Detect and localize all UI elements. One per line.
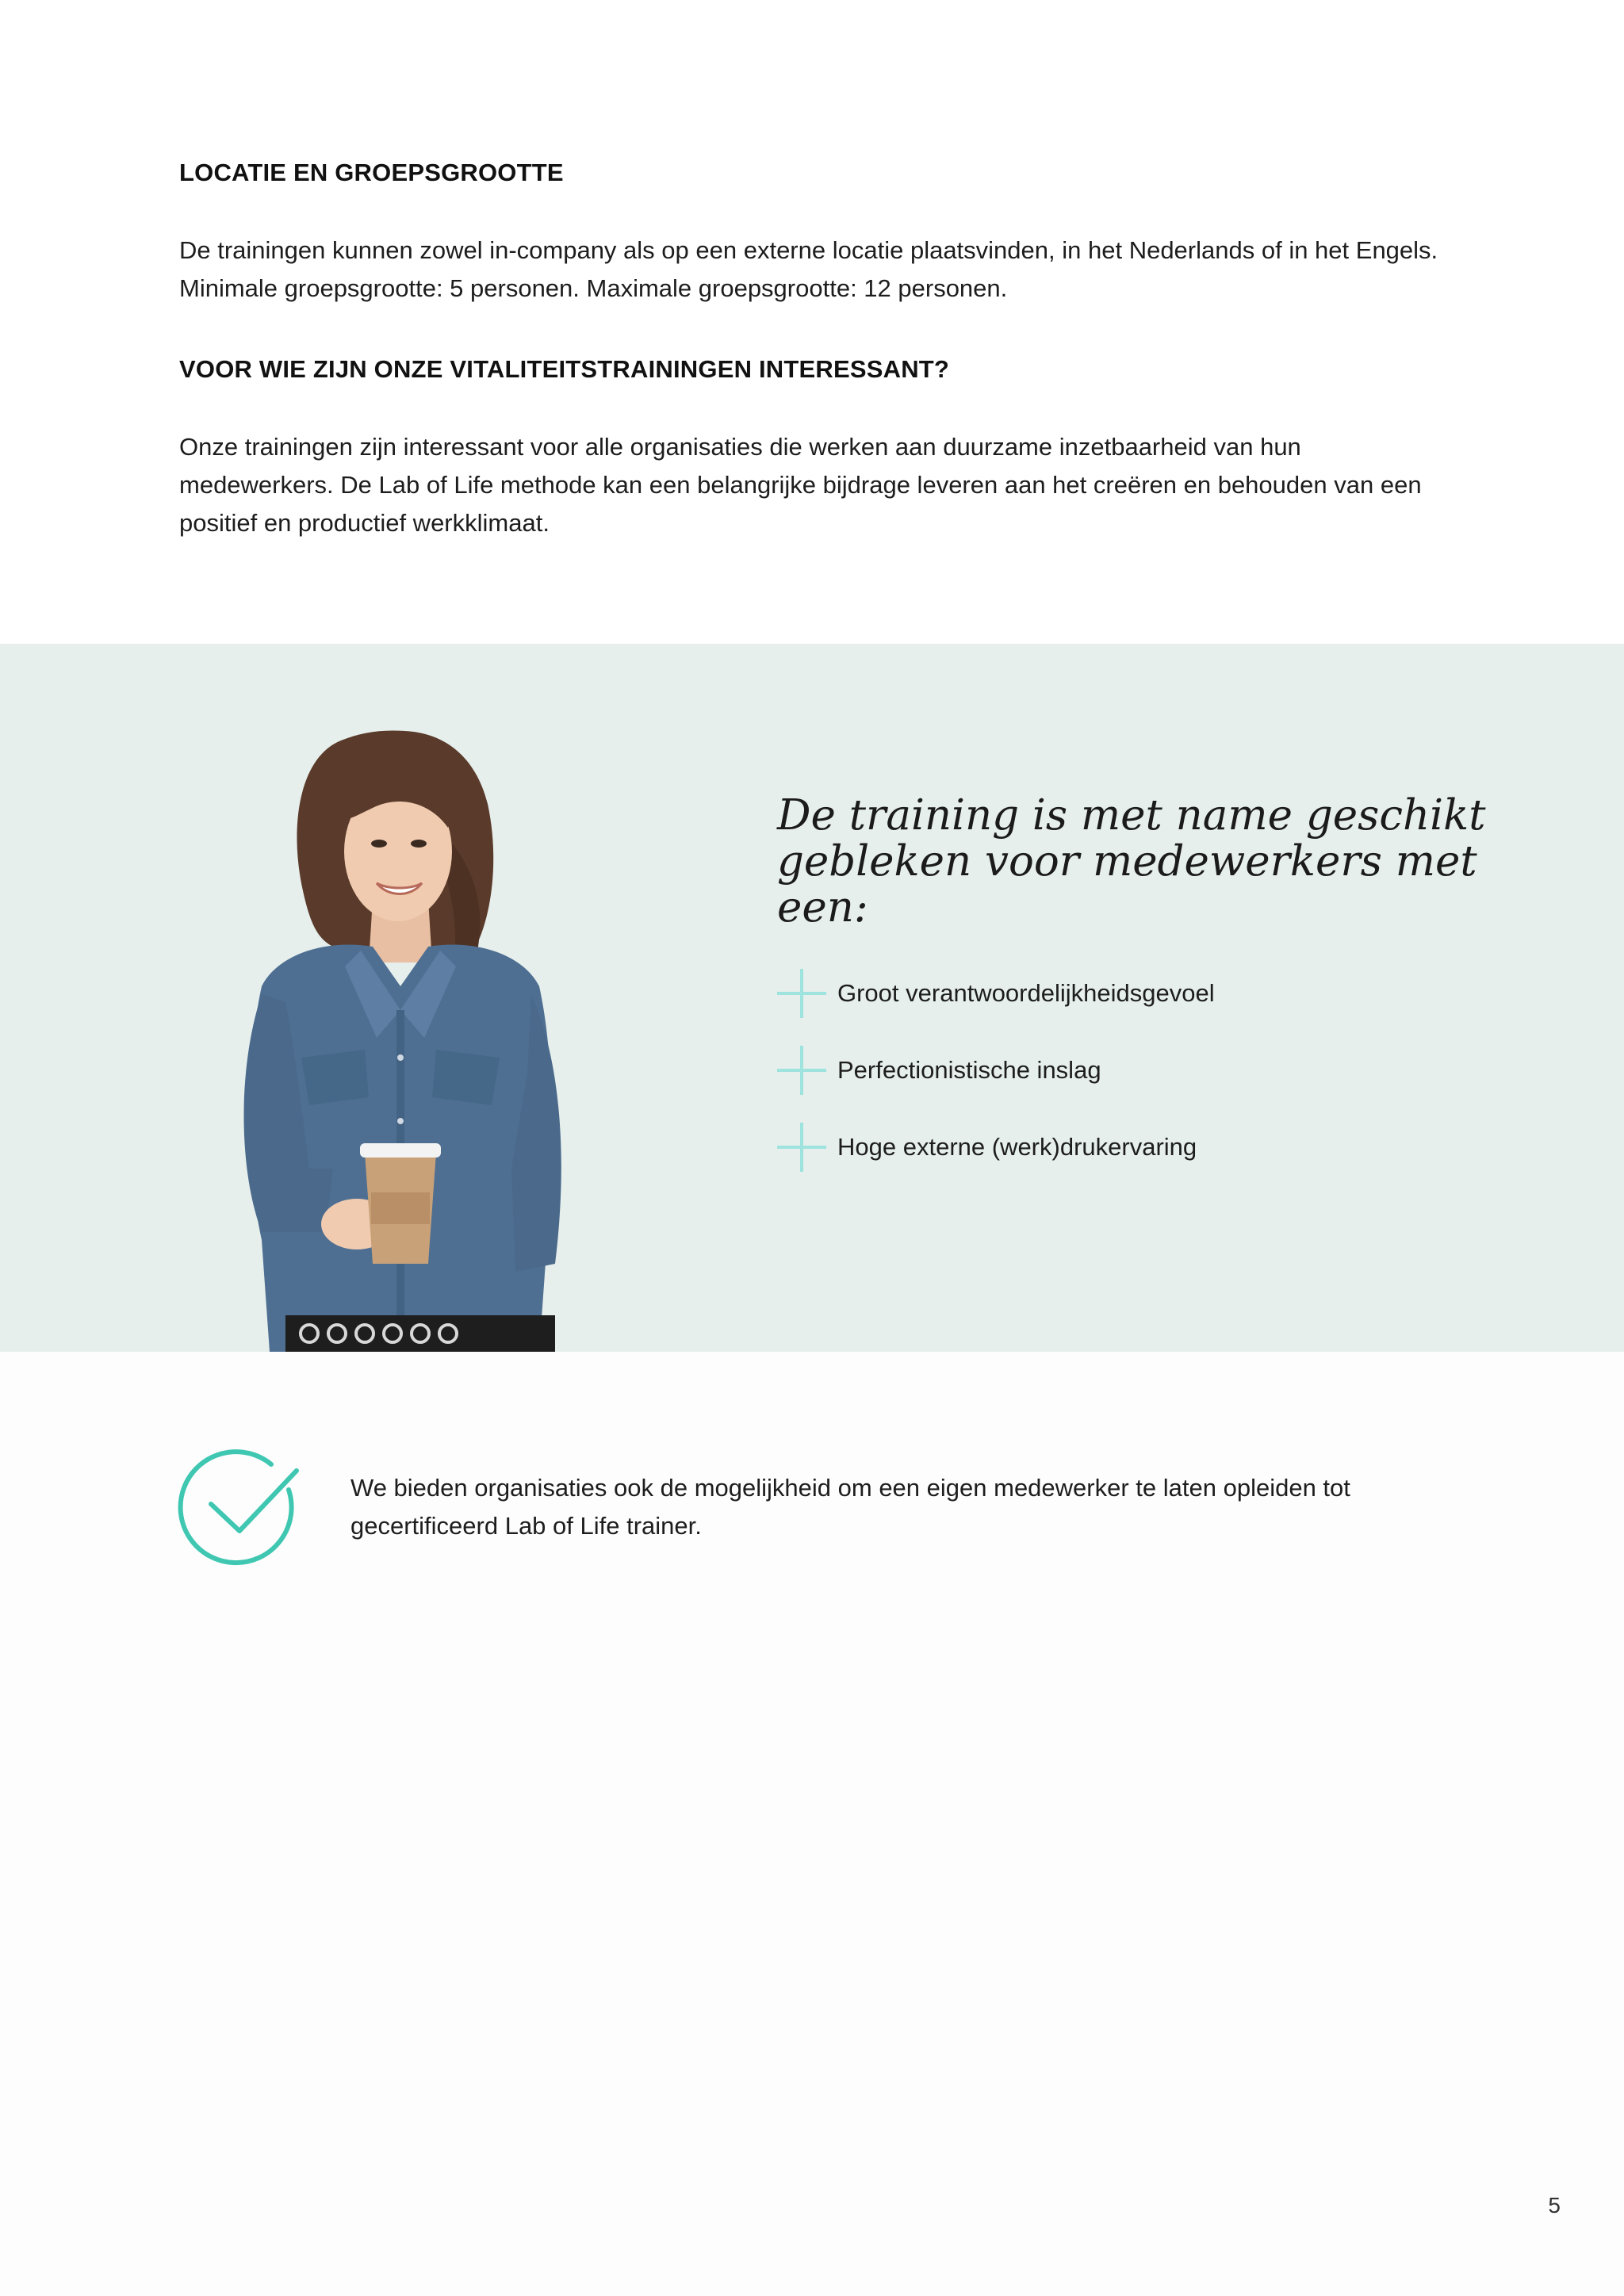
woman-photo [214,725,626,1352]
feature-quote: De training is met name geschikt gebleken voor medewerkers met een: [777,791,1486,932]
trait-label: Perfectionistische inslag [837,1055,1101,1084]
feature-band [0,644,1624,1352]
list-item [777,1031,1215,1108]
plus-icon [777,1123,826,1172]
list-item [777,955,1215,1031]
page-number: 5 [1548,2193,1561,2218]
trait-list [777,955,1215,1185]
plus-icon [777,969,826,1018]
trait-label: Groot verantwoordelijkheidsgevoel [837,978,1215,1007]
location-text: De trainingen kunnen zowel in-company als op een externe locatie plaatsvinden, in het Nederlands of in het Engels. Minimale groepsgrootte: 5 personen. Maximale groepsgrootte: 12 personen. [179,236,1438,302]
offer-section [0,1352,1624,2296]
offer-text: We bieden organisaties ook de mogelijkheid om een eigen medewerker te laten opleiden tot gecertificeerd Lab of Life trainer. [350,1474,1350,1540]
list-item [777,1108,1215,1185]
audience-text: Onze trainingen zijn interessant voor alle organisaties die werken aan duurzame inzetbaarheid van hun medewerkers. De Lab of Life methode kan een belangrijke bijdrage leveren aan het creëren en behouden van een positief en productief werkklimaat. [179,433,1422,537]
plus-icon [777,1046,826,1095]
location-heading: LOCATIE EN GROEPSGROOTTE [179,159,564,186]
trait-label: Hoge externe (werk)drukervaring [837,1132,1197,1161]
audience-heading: VOOR WIE ZIJN ONZE VITALITEITSTRAININGEN INTERESSANT? [179,355,950,383]
check-circle-icon [178,1448,301,1571]
